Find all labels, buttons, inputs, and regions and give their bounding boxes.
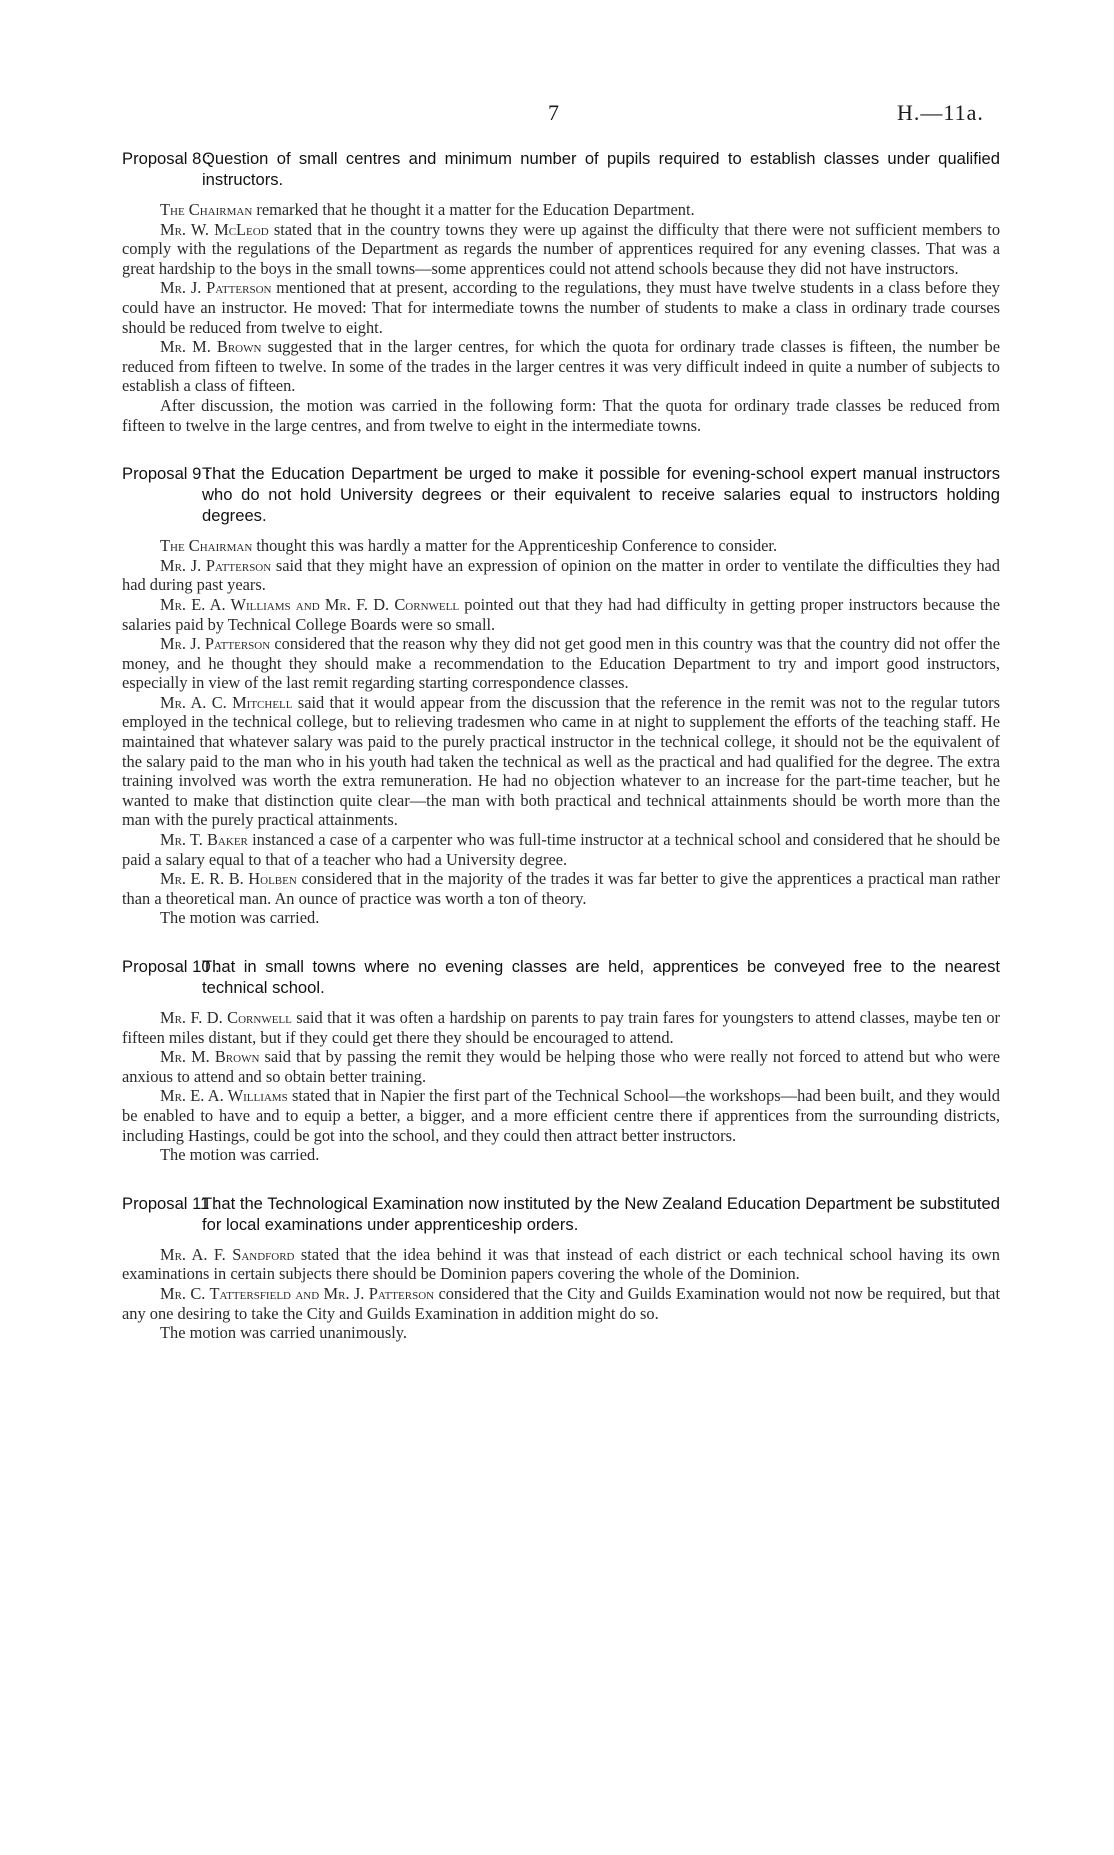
proposal-title: Question of small centres and minimum number of pupils required to establish classes under qualified instructors. — [202, 149, 1000, 189]
paragraph-text: thought this was hardly a matter for the Apprenticeship Conference to consider. — [252, 536, 778, 556]
paragraph-text: The motion was carried. — [160, 1145, 320, 1165]
discussion-paragraph — [122, 693, 1000, 830]
paragraph-text: said that by passing the remit they would be helping those who were really not forced to attend but who were anxious to attend and so obtain better training. — [122, 1047, 1001, 1086]
proposal-title: That the Education Department be urged to make it possible for evening-school expert manual instructors who do not hold University degrees or their equivalent to receive salaries equal to instructors holding degrees. — [202, 464, 1000, 526]
proposal-heading — [122, 148, 1000, 190]
page-number: 7 — [548, 100, 559, 125]
speaker-name: Mr. E. R. B. Holben — [160, 869, 297, 889]
speaker-name: Mr. F. D. Cornwell — [160, 1008, 292, 1027]
speaker-name: Mr. J. Patterson — [160, 278, 272, 298]
discussion-paragraph — [122, 337, 1000, 396]
paragraph-text: considered that the City and Guilds Examination would not now be required, but that any one desiring to take the City and Guilds Examination in addition might do so. — [122, 1283, 1000, 1323]
paragraph-text: The motion was carried. — [160, 908, 320, 928]
discussion-text — [122, 536, 1000, 928]
discussion-paragraph — [122, 1323, 1000, 1343]
proposal-section — [122, 956, 1000, 1165]
speaker-name: Mr. A. F. Sandford — [160, 1244, 295, 1264]
paragraph-text: said that it was often a hardship on parents to pay train fares for youngsters to attend classes, maybe ten or fifteen miles distant, but if they could get there they should be encouraged to attend. — [122, 1008, 1000, 1047]
speaker-name: Mr. M. Brown — [160, 1047, 260, 1067]
paragraph-text: considered that the reason why they did not get good men in this country was that the country did not offer the money, and he thought they should make a recommendation to the Education Department to try and import good instructors, especially in view of the last remit regarding starting correspondence classes. — [122, 634, 1000, 693]
proposal-label: Proposal 9 : — [122, 464, 211, 484]
discussion-paragraph — [122, 556, 1000, 595]
paragraph-text: After discussion, the motion was carried in the following form: That the quota for ordinary trade classes be reduced from fifteen to twelve in the large centres, and from twelve to eight in the intermediate towns. — [122, 395, 1000, 435]
proposal-heading — [122, 463, 1000, 526]
paragraph-text: pointed out that they had had difficulty in getting proper instructors because the salaries paid by Technical College Boards were so small. — [122, 594, 1000, 634]
discussion-text — [122, 1245, 1000, 1343]
speaker-name: The Chairman — [160, 536, 253, 556]
discussion-paragraph — [122, 1145, 1000, 1165]
paragraph-text: suggested that in the larger centres, for which the quota for ordinary trade classes is fifteen, the number be reduced from fifteen to twelve. In some of the trades in the larger centres it was very difficult indeed in quite a number of subjects to establish a class of fifteen. — [122, 337, 1001, 396]
paragraph-text: instanced a case of a carpenter who was full-time instructor at a technical school and considered that he should be paid a salary equal to that of a teacher who had a University degree. — [122, 830, 1000, 869]
discussion-paragraph — [122, 1008, 1000, 1047]
speaker-name: Mr. J. Patterson — [160, 555, 272, 575]
paragraph-text: considered that in the majority of the trades it was far better to give the apprentices a practical man rather than a theoretical man. An ounce of practice was worth a ton of theory. — [122, 869, 1000, 908]
paragraph-text: remarked that he thought it a matter for the Education Department. — [252, 200, 695, 219]
document-reference: H.—11a. — [897, 100, 984, 125]
discussion-paragraph — [122, 1086, 1000, 1145]
discussion-paragraph — [122, 220, 1000, 279]
discussion-paragraph — [122, 830, 1000, 869]
proposal-title: That the Technological Examination now instituted by the New Zealand Education Department be substituted for local examinations under apprenticeship orders. — [202, 1193, 1000, 1234]
discussion-text — [122, 1008, 1000, 1165]
proposal-label: Proposal 8 : — [122, 149, 211, 168]
discussion-text — [122, 200, 1000, 435]
speaker-name: Mr. J. Patterson — [160, 634, 271, 654]
proposal-section — [122, 1193, 1000, 1343]
speaker-name: Mr. E. A. Williams and Mr. F. D. Cornwell — [160, 594, 460, 614]
discussion-paragraph — [122, 869, 1000, 908]
proposal-label: Proposal 10 : — [122, 957, 220, 976]
proposal-heading — [122, 1193, 1000, 1235]
speaker-name: Mr. W. McLeod — [160, 219, 269, 239]
document-body — [122, 148, 1000, 1371]
proposal-title: That in small towns where no evening classes are held, apprentices be conveyed free to the nearest technical school. — [202, 957, 1000, 997]
paragraph-text: said that they might have an expression of opinion on the matter in order to ventilate the difficulties they had had during past years. — [122, 555, 1000, 595]
discussion-paragraph — [122, 278, 1000, 337]
speaker-name: The Chairman — [160, 200, 253, 219]
discussion-paragraph — [122, 1284, 1000, 1323]
proposal-section — [122, 463, 1000, 928]
discussion-paragraph — [122, 1047, 1000, 1086]
discussion-paragraph — [122, 908, 1000, 928]
speaker-name: Mr. E. A. Williams — [160, 1086, 288, 1106]
speaker-name: Mr. T. Baker — [160, 830, 248, 850]
paragraph-text: stated that the idea behind it was that instead of each district or each technical school having its own examinations in certain subjects there should be Dominion papers covering the whole of the Dominion. — [122, 1244, 1000, 1284]
paragraph-text: said that it would appear from the discussion that the reference in the remit was not to the regular tutors employed in the technical college, but to relieving tradesmen who came in at night to supplement the efforts of the teaching staff. He maintained that whatever salary was paid to the purely practical instructor in the technical college, it should not be the equivalent of the salary paid to the man who in his youth had taken the technical as well as the practical and had qualified for the degree. The extra training involved was worth the extra remuneration. He had no objection whatever to an increase for the part-time teacher, but he wanted to make that distinction quite clear—the man with both practical and technical attainments should be worth more than the man with the purely practical attainments. — [122, 692, 1000, 830]
paragraph-text: mentioned that at present, according to the regulations, they must have twelve students in a class before they could have an instructor. He moved: That for intermediate towns the number of students to make a class in ordinary trade courses should be reduced from twelve to eight. — [122, 278, 1000, 337]
proposal-section — [122, 148, 1000, 435]
discussion-paragraph — [122, 200, 1000, 220]
discussion-paragraph — [122, 536, 1000, 556]
speaker-name: Mr. C. Tattersfield and Mr. J. Patterson — [160, 1283, 435, 1303]
discussion-paragraph — [122, 396, 1000, 435]
proposal-label: Proposal 11 : — [122, 1193, 219, 1213]
paragraph-text: stated that in the country towns they were up against the difficulty that there were not sufficient members to comply with the regulations of the Department as regards the number of apprentices required for any evening classes. That was a great hardship to the boys in the small towns—some apprentices could not attend schools because they did not have instructors. — [122, 219, 1001, 278]
discussion-paragraph — [122, 595, 1000, 634]
paragraph-text: stated that in Napier the first part of the Technical School—the workshops—had been built, and they would be enabled to have and to equip a better, a bigger, and a more efficient centre there if apprentices from the surrounding districts, including Hastings, could be got into the school, and they could then attract better instructors. — [122, 1086, 1000, 1145]
discussion-paragraph — [122, 1245, 1000, 1284]
speaker-name: Mr. A. C. Mitchell — [160, 692, 293, 712]
speaker-name: Mr. M. Brown — [160, 337, 262, 357]
proposal-heading — [122, 956, 1000, 998]
paragraph-text: The motion was carried unanimously. — [160, 1323, 408, 1343]
discussion-paragraph — [122, 634, 1000, 693]
